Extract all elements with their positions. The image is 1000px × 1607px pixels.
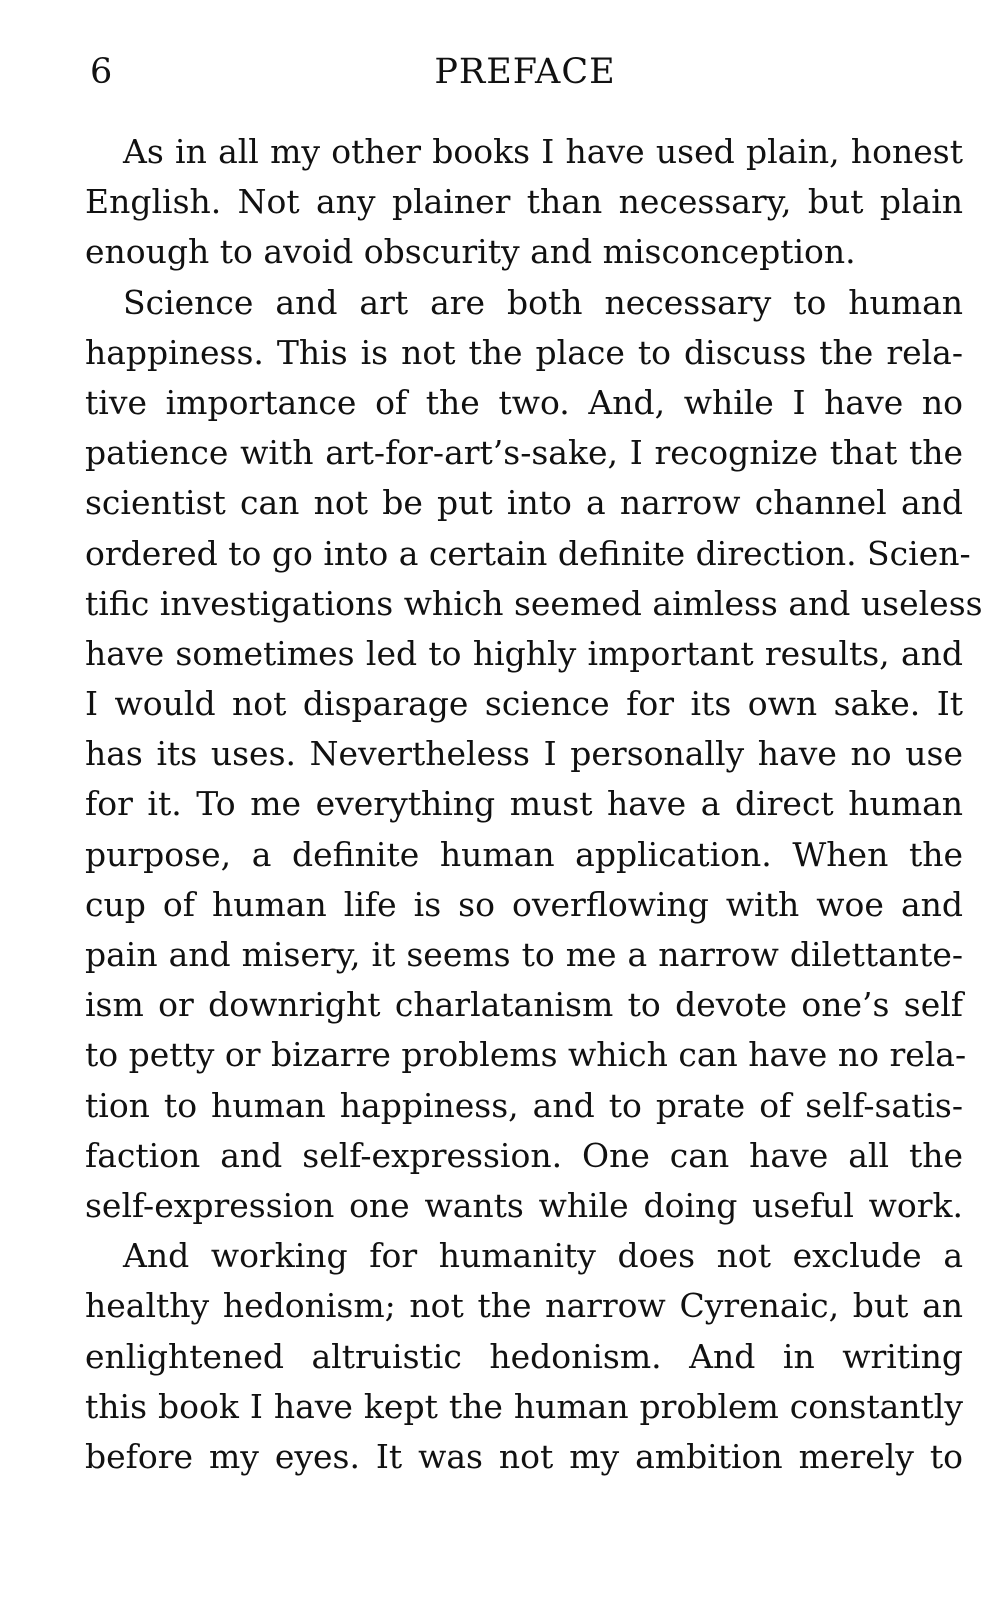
text-line: I would not disparage science for its own sake. It	[85, 684, 963, 724]
text-line: Science and art are both necessary to human	[123, 282, 963, 322]
text-line: pain and misery, it seems to me a narrow dilettante-	[85, 935, 963, 974]
text-line: tific investigations which seemed aimless and useless	[85, 583, 983, 623]
text-line: has its uses. Nevertheless I personally have no use	[85, 734, 963, 774]
text-line: As in all my other books I have used plain, honest	[123, 132, 963, 171]
text-line: self-expression one wants while doing useful work.	[85, 1185, 963, 1225]
text-line: And working for humanity does not exclude a	[123, 1236, 963, 1276]
running-head-title: PREFACE	[434, 52, 616, 92]
text-line: ordered to go into a certain definite direction. Scien-	[85, 533, 971, 573]
text-line: happiness. This is not the place to discuss the rela-	[85, 332, 963, 372]
page-number: 6	[90, 52, 113, 92]
body-text	[85, 127, 983, 1482]
text-line: scientist can not be put into a narrow channel and	[85, 483, 963, 523]
text-line: this book I have kept the human problem constantly	[85, 1386, 963, 1426]
text-line: English. Not any plainer than necessary, but plain	[85, 182, 963, 222]
text-line: before my eyes. It was not my ambition merely to	[85, 1436, 963, 1476]
text-line: for it. To me everything must have a direct human	[85, 784, 963, 824]
text-line: faction and self-expression. One can have all the	[85, 1135, 963, 1175]
text-line: enough to avoid obscurity and misconception.	[85, 232, 856, 272]
text-line: patience with art-for-art’s-sake, I recognize that the	[85, 433, 963, 473]
text-line: cup of human life is so overflowing with woe and	[85, 884, 963, 924]
text-line: tion to human happiness, and to prate of self-satis-	[85, 1085, 963, 1125]
text-line: have sometimes led to highly important results, and	[85, 633, 963, 673]
text-line: enlightened altruistic hedonism. And in writing	[85, 1336, 963, 1376]
text-line: ism or downright charlatanism to devote one’s self	[85, 985, 963, 1025]
text-line: healthy hedonism; not the narrow Cyrenaic, but an	[85, 1286, 963, 1326]
text-line: to petty or bizarre problems which can have no rela-	[85, 1035, 967, 1075]
text-line: purpose, a definite human application. When the	[85, 834, 963, 874]
text-line: tive importance of the two. And, while I have no	[85, 382, 963, 422]
